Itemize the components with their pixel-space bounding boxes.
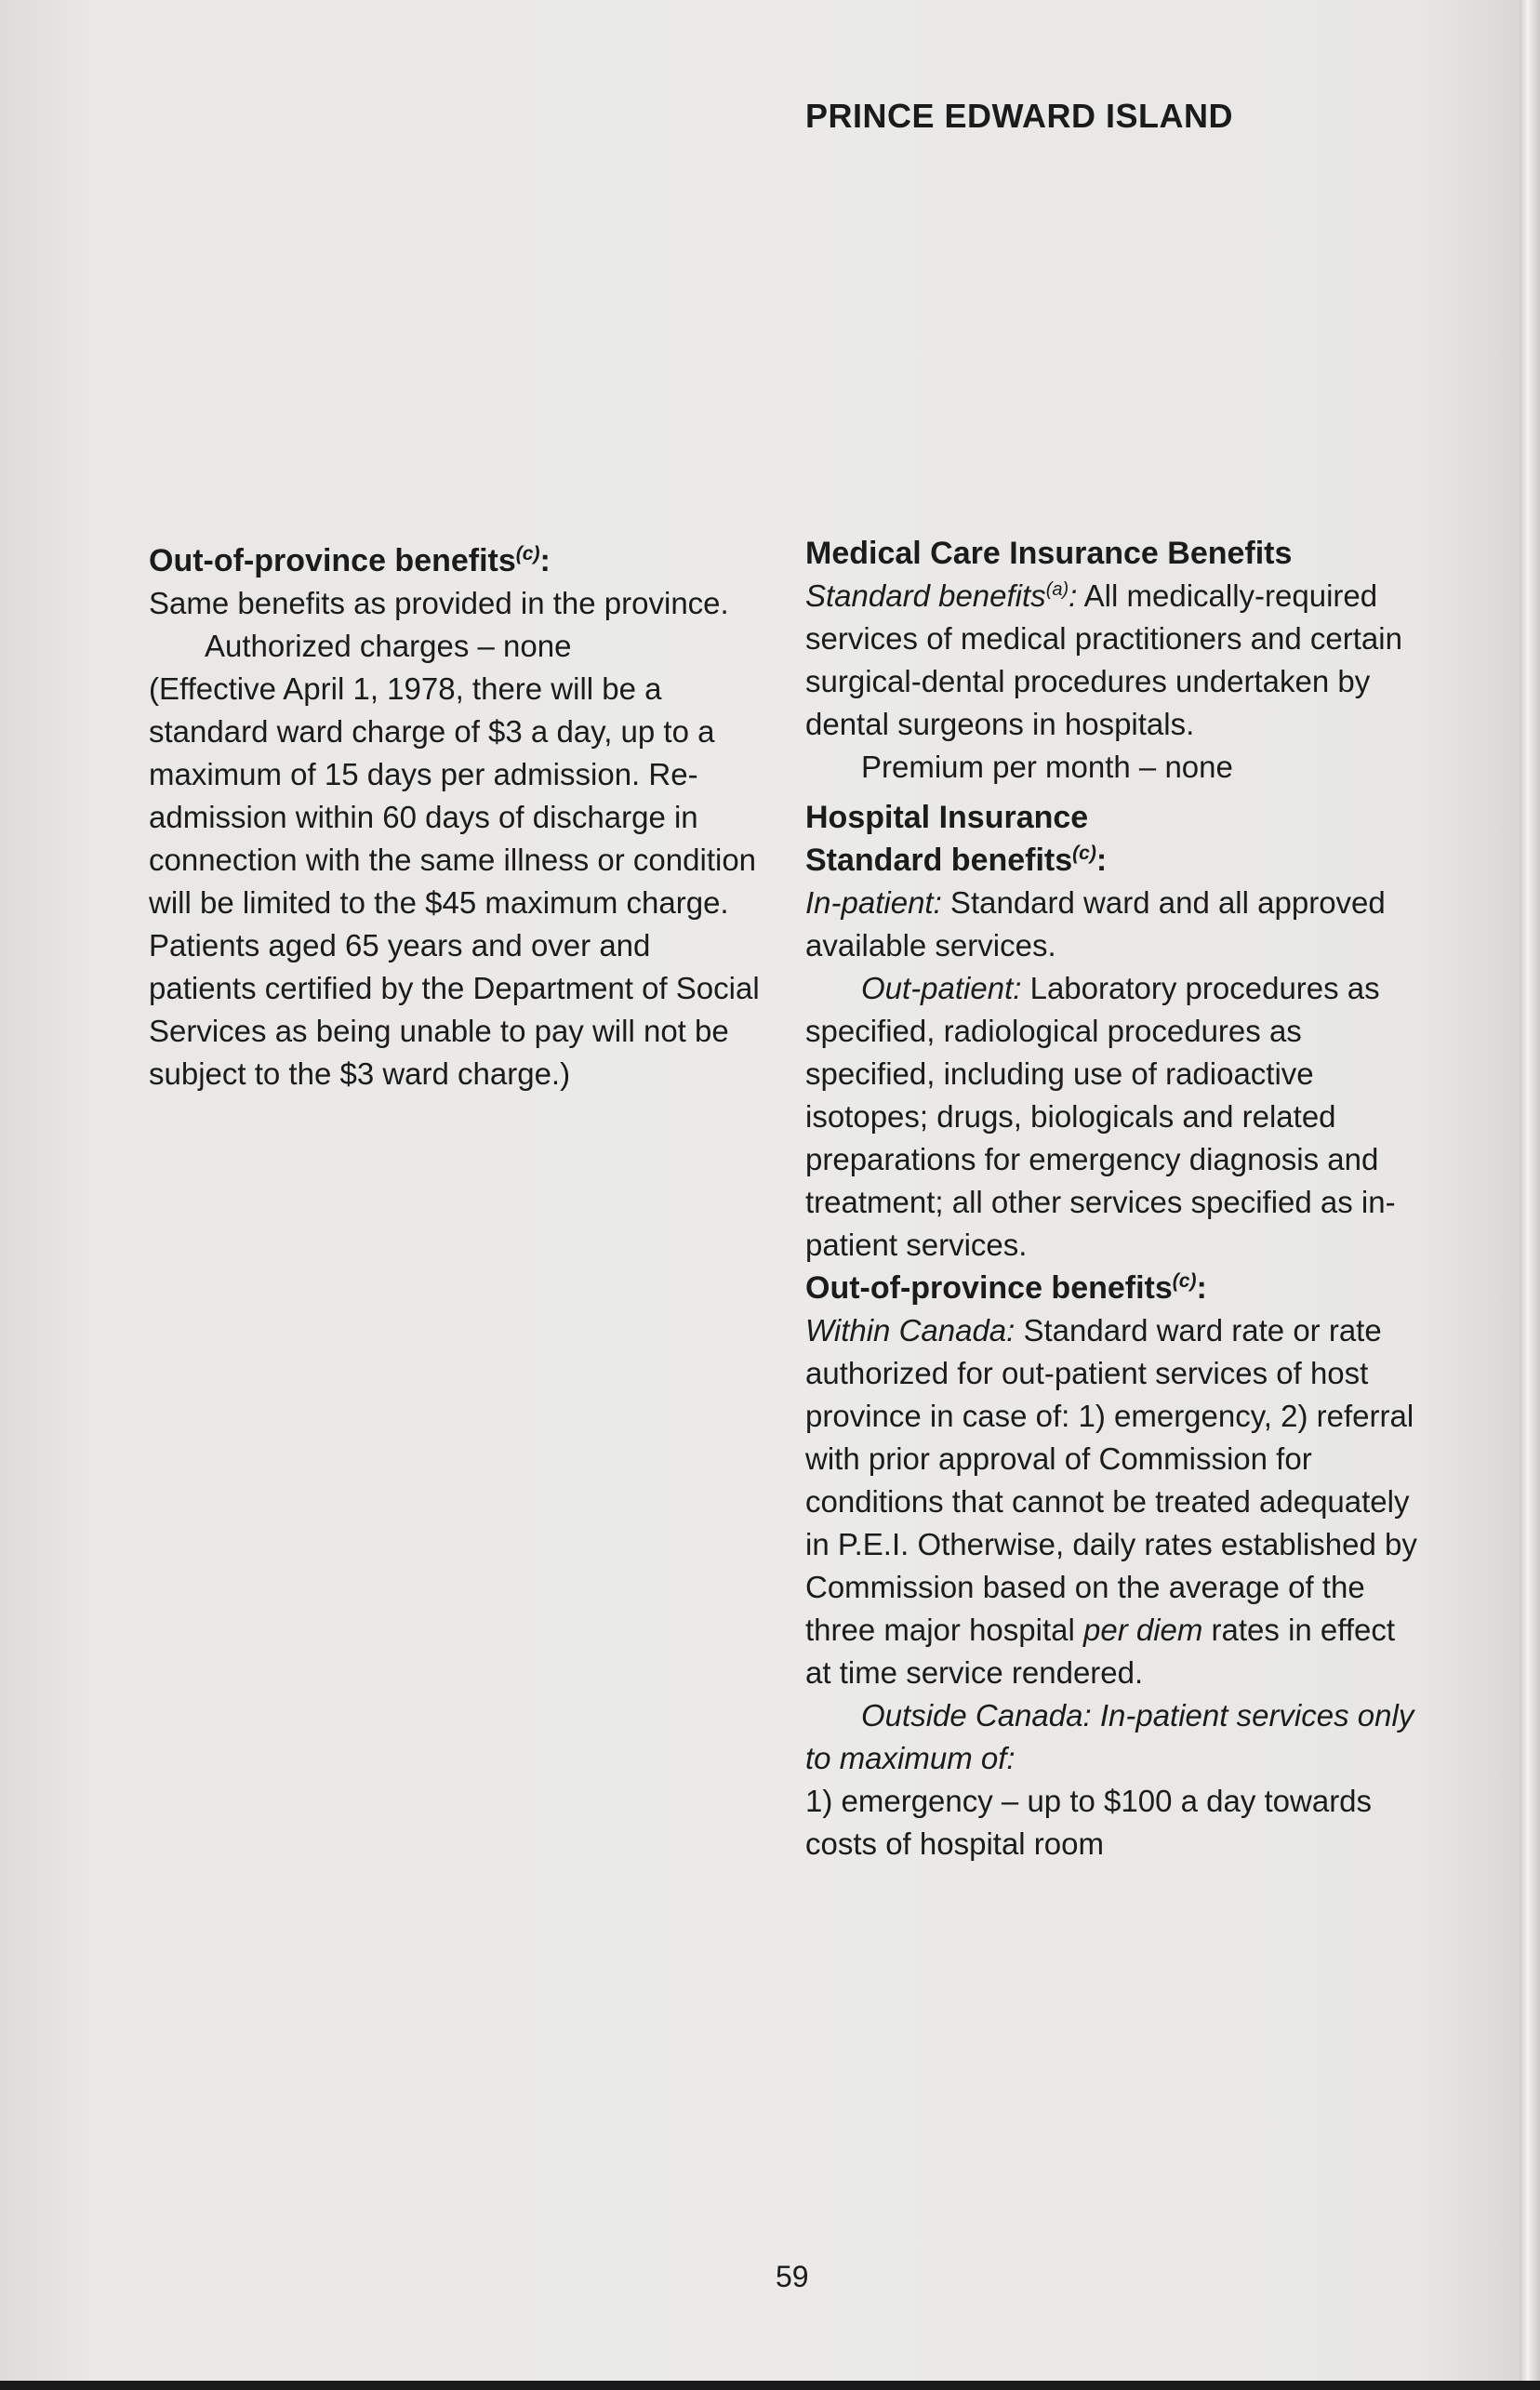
outside-canada-label: Outside Canada: In-patient services only to maximum of: — [805, 1698, 1414, 1775]
within-canada-text: Within Canada: Standard ward rate or rate authorized for out-patient services of host province in case of: 1) emergency, 2) referral with prior approval of Commission for conditions that cannot be treated adequately in P.E.I. Otherwise, daily rates established by Commission based on the average of the three major hospital per diem rates in effect at time service rendered. — [805, 1313, 1417, 1690]
oop-benefits-heading-right: Out-of-province benefits$^{(c)}$: — [805, 1270, 1207, 1306]
oop-benefits-heading: Out-of-province benefits$^{(c)}$: — [149, 543, 551, 578]
standard-benefits-text: Standard benefits$^{(a)}$: All medically-required services of medical practitioners and certain surgical-dental procedures undertaken by dental surgeons in hospitals. — [805, 578, 1402, 741]
premium-text: Premium per month – none — [861, 750, 1233, 784]
left-column — [149, 539, 763, 1095]
hospital-insurance-heading: Hospital Insurance Standard benefits$^{(c)}$: — [805, 800, 1108, 878]
authorized-charges: Authorized charges – none — [205, 629, 572, 663]
bottom-edge — [0, 2381, 1540, 2390]
right-column — [805, 532, 1419, 1866]
outside-canada-text: 1) emergency – up to $100 a day towards costs of hospital room — [805, 1784, 1373, 1861]
page-header: PRINCE EDWARD ISLAND — [805, 97, 1234, 135]
inpatient-text: In-patient: Standard ward and all approved available services. — [805, 885, 1386, 963]
outpatient-text: Out-patient: Laboratory procedures as specified, radiological procedures as specified, including use of radioactive isotopes; drugs, biologicals and related preparations for emergency diagnosis and treatment; all other services specified as in-patient services. — [805, 971, 1396, 1262]
standard-benefits-label: Standard benefits — [805, 578, 1046, 613]
page-number: 59 — [776, 2260, 809, 2293]
standard-ward-charge-note: (Effective April 1, 1978, there will be a standard ward charge of $3 a day, up to a maximum of 15 days per admission. Re-admission within 60 days of discharge in connection with the same illness or condition will be limited to the $45 maximum charge. Patients aged 65 years and over and patients certified by the Department of Social Services as being unable to pay will not be subject to the $3 ward charge.) — [149, 671, 760, 1091]
page-edge — [1520, 0, 1540, 2390]
oop-benefits-text: Same benefits as provided in the province. — [149, 586, 729, 620]
medical-care-heading: Medical Care Insurance Benefits — [805, 536, 1293, 571]
